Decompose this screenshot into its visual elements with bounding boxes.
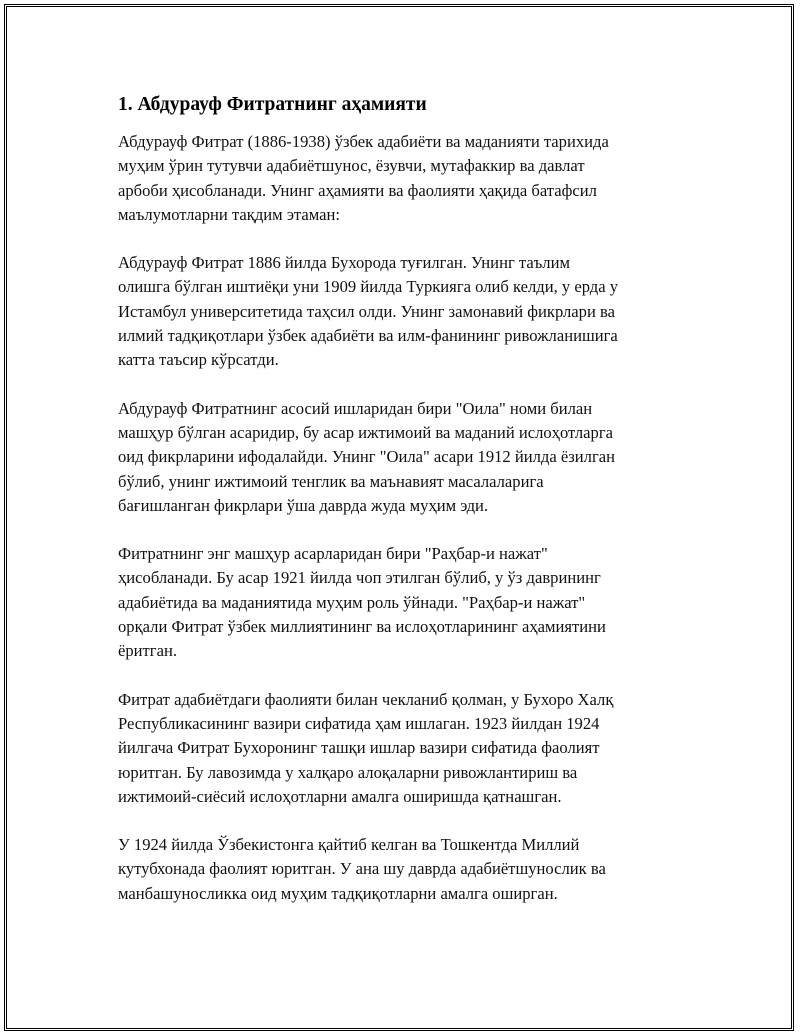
paragraph-line: муҳим ўрин тутувчи адабиётшунос, ёзувчи, мутафаккир ва давлат	[118, 156, 585, 176]
paragraph-line: катта таъсир кўрсатди.	[118, 350, 279, 370]
paragraph-line: орқали Фитрат ўзбек миллиятининг ва ислоҳотларининг аҳамиятини	[118, 617, 606, 637]
paragraph-line: бўлиб, унинг ижтимоий тенглик ва маънавият масалаларига	[118, 471, 544, 491]
paragraph-line: Фитрат адабиётдаги фаолияти билан чекланиб қолман, у Бухоро Халқ	[118, 689, 614, 709]
paragraph-line: Республикасининг вазири сифатида ҳам ишлаган. 1923 йилдан 1924	[118, 713, 600, 733]
document-body	[118, 92, 688, 930]
paragraph-line: У 1924 йилда Ўзбекистонга қайтиб келган ва Тошкентда Миллий	[118, 835, 580, 855]
paragraph-line: кутубхонада фаолият юритган. У ана шу даврда адабиётшунослик ва	[118, 859, 606, 879]
paragraph-line: маълумотларни тақдим этаман:	[118, 204, 340, 224]
paragraph-line: Абдурауф Фитратнинг асосий ишларидан бири "Оила" номи билан	[118, 398, 593, 418]
paragraph-line: Абдурауф Фитрат (1886-1938) ўзбек адабиёти ва маданияти тарихида	[118, 132, 609, 151]
paragraph-line: манбашуносликка оид муҳим тадқиқотларни амалга оширган.	[118, 883, 558, 903]
paragraph-6	[118, 833, 688, 906]
paragraph-line: бағишланган фикрлари ўша даврда жуда муҳим эди.	[118, 495, 489, 515]
paragraph-4	[118, 542, 688, 663]
paragraph-line: олишга бўлган иштиёқи уни 1909 йилда Туркияга олиб келди, у ерда у	[118, 277, 619, 297]
paragraph-line: машҳур бўлган асаридир, бу асар ижтимоий ва маданий ислоҳотларга	[118, 422, 613, 442]
paragraph-1	[118, 130, 688, 227]
paragraph-line: йилгача Фитрат Бухоронинг ташқи ишлар вазири сифатида фаолият	[118, 738, 600, 758]
paragraph-2	[118, 251, 688, 372]
paragraph-line: юритган. Бу лавозимда у халқаро алоқаларни ривожлантириш ва	[118, 762, 578, 782]
paragraph-line: Абдурауф Фитрат 1886 йилда Бухорода туғилган. Унинг таълим	[118, 253, 570, 273]
paragraph-line: ҳисобланади. Бу асар 1921 йилда чоп этилган бўлиб, у ўз даврининг	[118, 568, 601, 588]
paragraph-line: Фитратнинг энг машҳур асарларидан бири "Раҳбар-и нажат"	[118, 544, 548, 564]
paragraph-line: ёритган.	[118, 641, 177, 661]
section-title: 1. Абдурауф Фитратнинг аҳамияти	[118, 94, 427, 115]
paragraph-3	[118, 397, 688, 518]
paragraph-line: оид фикрларини ифодалайди. Унинг "Оила" асари 1912 йилда ёзилган	[118, 447, 616, 467]
paragraph-line: ижтимоий-сиёсий ислоҳотларни амалга оширишда қатнашган.	[118, 786, 562, 806]
paragraph-line: илмий тадқиқотлари ўзбек адабиёти ва илм-фанининг ривожланишига	[118, 326, 618, 346]
paragraph-line: арбоби ҳисобланади. Унинг аҳамияти ва фаолияти ҳақида батафсил	[118, 180, 597, 200]
paragraph-list	[118, 130, 688, 906]
paragraph-line: адабиётида ва маданиятида муҳим роль ўйнади. "Раҳбар-и нажат"	[118, 592, 586, 612]
paragraph-5	[118, 688, 688, 809]
paragraph-line: Истамбул университетида таҳсил олди. Унинг замонавий фикрлари ва	[118, 301, 615, 321]
